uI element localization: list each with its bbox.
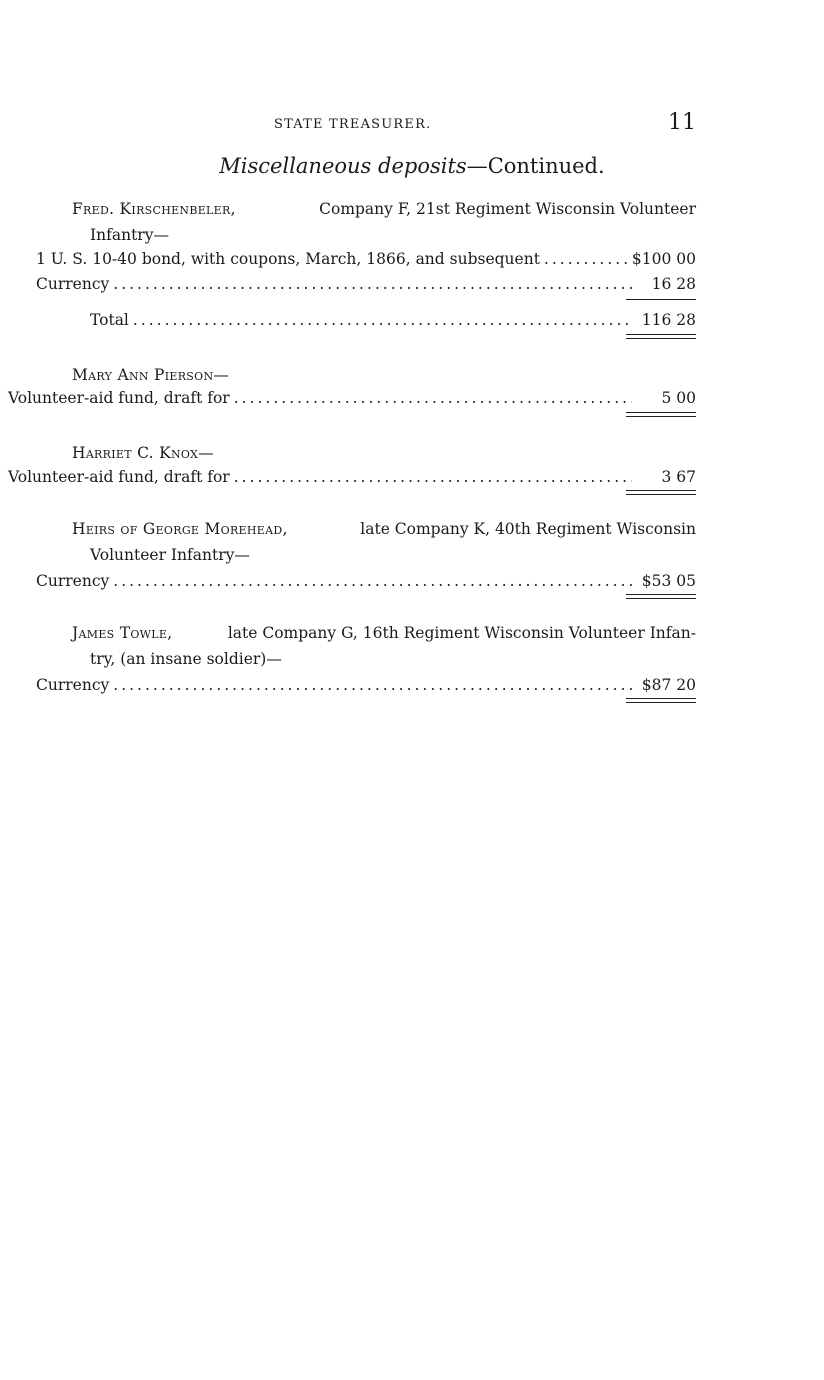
entry-name: Fred. Kirschenbeler,: [72, 200, 236, 218]
entry-heading: [72, 622, 696, 644]
entry-description-cont: try, (an insane soldier)—: [90, 650, 282, 668]
entry-name: James Towle,: [72, 624, 173, 642]
double-rule: [626, 698, 696, 703]
total-amount: 116 28: [641, 311, 696, 329]
leader-dots: [544, 248, 628, 270]
section-title: [0, 154, 824, 178]
entry-item: [36, 273, 696, 295]
section-title-rest: —Continued.: [466, 154, 605, 178]
item-label: Volunteer-aid fund, draft for: [8, 468, 230, 486]
entry-heading: [72, 518, 696, 540]
entry-item: [36, 248, 696, 270]
entry-total: [90, 309, 696, 331]
item-amount: 5 00: [661, 389, 696, 407]
item-label: Currency: [36, 572, 110, 590]
entry-item: [36, 570, 696, 592]
leader-dots: [234, 387, 632, 409]
item-amount: $87 20: [641, 676, 696, 694]
leader-dots: [113, 570, 632, 592]
sum-rule: [626, 299, 696, 300]
item-amount: 3 67: [661, 468, 696, 486]
leader-dots: [113, 273, 632, 295]
item-amount: 16 28: [651, 275, 696, 293]
entry-description: late Company K, 40th Regiment Wisconsin: [360, 520, 696, 538]
item-label: Currency: [36, 275, 110, 293]
double-rule: [626, 490, 696, 495]
entry-heading: [72, 198, 696, 220]
double-rule: [626, 412, 696, 417]
item-amount: $100 00: [631, 250, 696, 268]
leader-dots: [234, 466, 632, 488]
entry-description-cont: Infantry—: [90, 226, 169, 244]
entry-item: [8, 466, 696, 488]
item-label: Volunteer-aid fund, draft for: [8, 389, 230, 407]
entry-name: Heirs of George Morehead,: [72, 520, 288, 538]
entry-item: [8, 387, 696, 409]
double-rule: [626, 334, 696, 339]
item-amount: $53 05: [641, 572, 696, 590]
item-label: 1 U. S. 10-40 bond, with coupons, March, 1866, and subsequent: [36, 250, 540, 268]
total-label: Total: [90, 311, 129, 329]
leader-dots: [133, 309, 632, 331]
running-title: STATE TREASURER.: [274, 117, 432, 132]
item-label: Currency: [36, 676, 110, 694]
section-title-italic: Miscellaneous deposits: [219, 154, 467, 178]
double-rule: [626, 594, 696, 599]
entry-description-cont: Volunteer Infantry—: [90, 546, 250, 564]
entry-name: Mary Ann Pierson—: [72, 366, 230, 384]
running-head: [0, 110, 824, 136]
entry-name: Harriet C. Knox—: [72, 444, 214, 462]
entry-item: [36, 674, 696, 696]
page-number: 11: [668, 110, 696, 135]
entry-description: late Company G, 16th Regiment Wisconsin Volunteer Infan-: [227, 624, 696, 642]
entry-description: Company F, 21st Regiment Wisconsin Volunteer: [319, 200, 696, 218]
leader-dots: [113, 674, 632, 696]
